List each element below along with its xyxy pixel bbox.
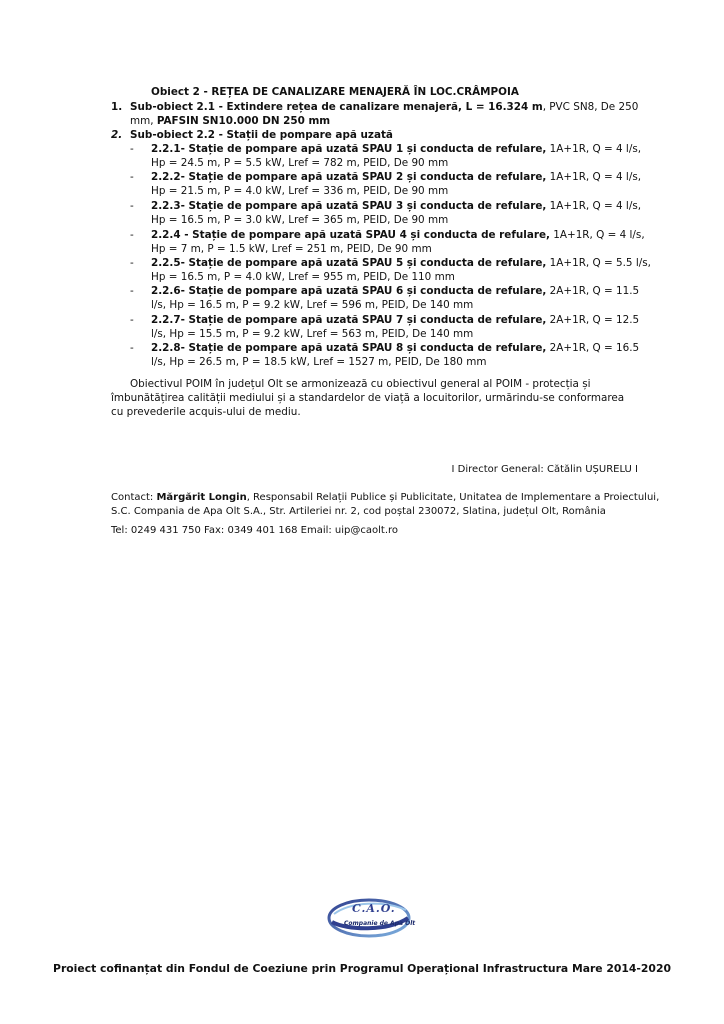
- list-dash: -: [130, 171, 134, 183]
- list-item-title: 2.2.8- Stație de pompare apă uzată SPAU 8 și conducta de refulare,: [151, 342, 547, 354]
- contact-line1: [111, 491, 659, 504]
- list-item-title: 2.2.3- Stație de pompare apă uzată SPAU 3 și conducta de refulare,: [151, 200, 547, 212]
- sub1-number: 1.: [111, 101, 123, 113]
- list-item-line2: l/s, Hp = 16.5 m, P = 9.2 kW, Lref = 596 m, PEID, De 140 mm: [151, 299, 474, 311]
- logo-subtitle: Companie de Apa Olt: [344, 920, 416, 927]
- sub1-line1: [130, 101, 638, 114]
- list-item-title: 2.2.4 - Stație de pompare apă uzată SPAU 4 și conducta de refulare,: [151, 229, 550, 241]
- sub1-line2-bold: PAFSIN SN10.000 DN 250 mm: [156, 115, 331, 127]
- list-dash: -: [130, 314, 134, 326]
- contact-role: , Responsabil Relații Publice și Publicitate, Unitatea de Implementare a Proiectului,: [246, 492, 660, 503]
- list-dash: -: [130, 229, 134, 241]
- list-item-spec: 1A+1R, Q = 4 l/s,: [549, 229, 645, 241]
- list-item-line1: [151, 200, 641, 213]
- list-item-line1: [151, 314, 639, 327]
- list-item-line1: [151, 285, 639, 298]
- sub2-number: 2.: [111, 129, 123, 141]
- list-item-line2: Hp = 16.5 m, P = 3.0 kW, Lref = 365 m, PEID, De 90 mm: [151, 214, 449, 226]
- list-item-line2: l/s, Hp = 15.5 m, P = 9.2 kW, Lref = 563 m, PEID, De 140 mm: [151, 328, 474, 340]
- list-dash: -: [130, 257, 134, 269]
- paragraph-line1: Obiectivul POIM în județul Olt se armonizează cu obiectivul general al POIM - protecția și: [130, 378, 591, 390]
- list-dash: -: [130, 143, 134, 155]
- list-item-spec: 1A+1R, Q = 4 l/s,: [546, 171, 642, 183]
- list-dash: -: [130, 285, 134, 297]
- list-item-spec: 1A+1R, Q = 4 l/s,: [546, 200, 642, 212]
- list-item-spec: 2A+1R, Q = 11.5: [546, 285, 640, 297]
- list-item-line2: l/s, Hp = 26.5 m, P = 18.5 kW, Lref = 1527 m, PEID, De 180 mm: [151, 356, 487, 368]
- list-item-line1: [151, 229, 645, 242]
- list-item-line1: [151, 257, 651, 270]
- logo-letters: C.A.O.: [352, 902, 396, 915]
- object-heading: Obiect 2 - REȚEA DE CANALIZARE MENAJERĂ ÎN LOC.CRÂMPOIA: [151, 86, 519, 98]
- list-item-title: 2.2.2- Stație de pompare apă uzată SPAU 2 și conducta de refulare,: [151, 171, 547, 183]
- list-item-spec: 2A+1R, Q = 12.5: [546, 314, 640, 326]
- list-item-line1: [151, 143, 641, 156]
- company-logo: [326, 896, 416, 940]
- contact-label: Contact:: [111, 492, 157, 503]
- sub2-heading: Sub-obiect 2.2 - Stații de pompare apă uzată: [130, 129, 393, 141]
- sub1-line2: [130, 115, 330, 128]
- director-signature: I Director General: Cătălin UȘURELU I: [451, 464, 638, 475]
- list-item-title: 2.2.6- Stație de pompare apă uzată SPAU 6 și conducta de refulare,: [151, 285, 547, 297]
- list-item-line1: [151, 171, 641, 184]
- contact-name: Mărgărit Longin: [156, 492, 247, 503]
- list-item-line2: Hp = 24.5 m, P = 5.5 kW, Lref = 782 m, PEID, De 90 mm: [151, 157, 449, 169]
- list-item-spec: 1A+1R, Q = 5.5 l/s,: [546, 257, 651, 269]
- list-item-line1: [151, 342, 639, 355]
- list-dash: -: [130, 200, 134, 212]
- list-item-line2: Hp = 7 m, P = 1.5 kW, Lref = 251 m, PEID, De 90 mm: [151, 243, 432, 255]
- paragraph-line3: cu prevederile acquis-ului de mediu.: [111, 406, 301, 418]
- contact-line3: Tel: 0249 431 750 Fax: 0349 401 168 Email: uip@caolt.ro: [111, 525, 399, 536]
- sub1-line2-start: mm,: [130, 115, 157, 127]
- paragraph-line2: îmbunătățirea calității mediului și a standardelor de viață a locuitorilor, urmărindu-se conformarea: [111, 392, 625, 404]
- page-footer: Proiect cofinanțat din Fondul de Coeziune prin Programul Operațional Infrastructura Mare 2014-2020: [53, 962, 671, 975]
- list-item-spec: 1A+1R, Q = 4 l/s,: [546, 143, 642, 155]
- list-item-line2: Hp = 21.5 m, P = 4.0 kW, Lref = 336 m, PEID, De 90 mm: [151, 185, 449, 197]
- list-item-title: 2.2.7- Stație de pompare apă uzată SPAU 7 și conducta de refulare,: [151, 314, 547, 326]
- list-item-title: 2.2.5- Stație de pompare apă uzată SPAU 5 și conducta de refulare,: [151, 257, 547, 269]
- list-dash: -: [130, 342, 134, 354]
- list-item-title: 2.2.1- Stație de pompare apă uzată SPAU 1 și conducta de refulare,: [151, 143, 547, 155]
- sub1-bold: Sub-obiect 2.1 - Extindere rețea de canalizare menajeră, L = 16.324 m: [130, 101, 543, 113]
- contact-line2: S.C. Compania de Apa Olt S.A., Str. Artileriei nr. 2, cod poștal 230072, Slatina, județul Olt, România: [111, 506, 606, 517]
- list-item-line2: Hp = 16.5 m, P = 4.0 kW, Lref = 955 m, PEID, De 110 mm: [151, 271, 455, 283]
- sub1-rest: , PVC SN8, De 250: [542, 101, 639, 113]
- list-item-spec: 2A+1R, Q = 16.5: [546, 342, 640, 354]
